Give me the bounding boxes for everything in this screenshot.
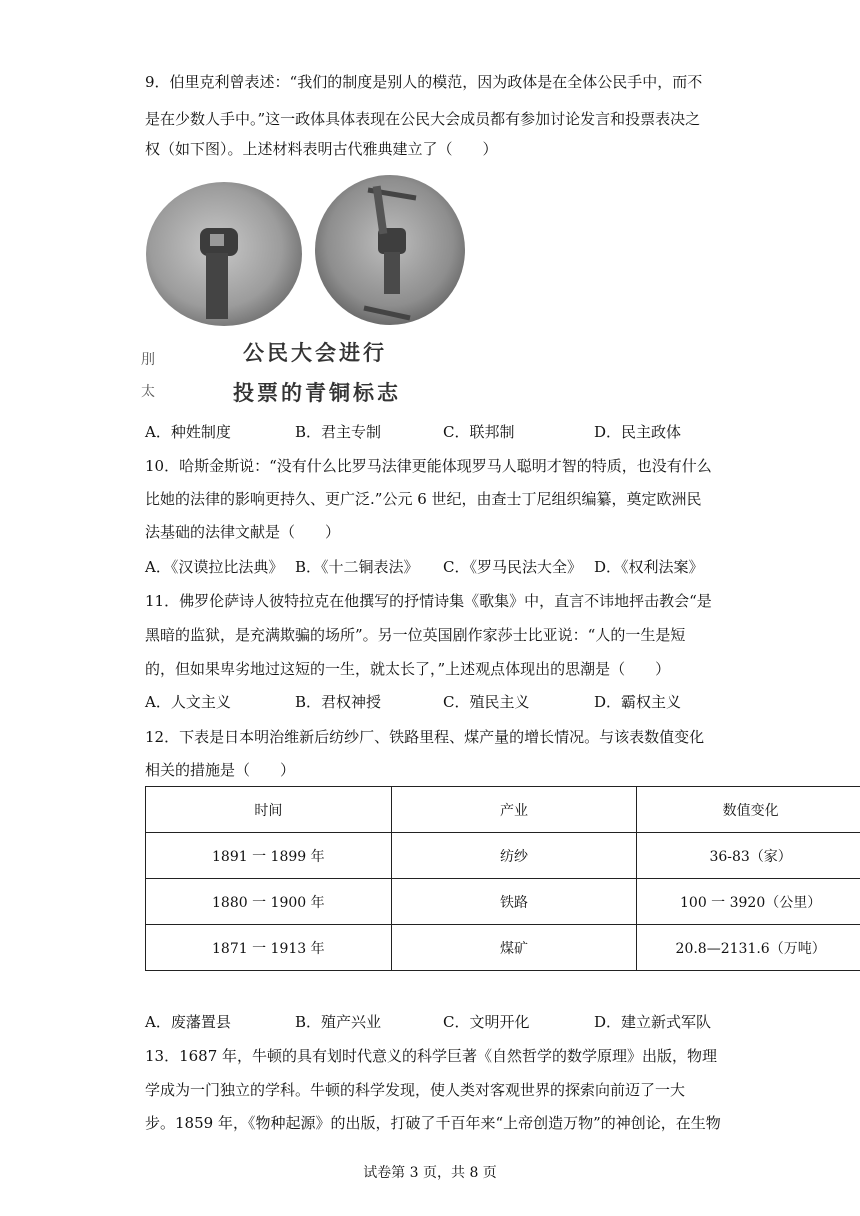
q10-option-b[interactable]: B．《十二铜表法》 — [295, 558, 419, 576]
table-cell: 100 一 3920（公里） — [637, 879, 860, 925]
meiji-growth-table — [145, 786, 860, 971]
table-header-value-change: 数值变化 — [637, 787, 860, 833]
q11-option-d[interactable]: D．霸权主义 — [594, 693, 682, 711]
q9-option-c[interactable]: C．联邦制 — [443, 423, 515, 441]
q11-line-2: 黑暗的监狱，是充满欺骗的场所”。另一位英国剧作家莎士比亚说：“人的一生是短 — [145, 626, 686, 644]
q12-option-a[interactable]: A．废藩置县 — [145, 1013, 231, 1031]
q9-option-a[interactable]: A．种姓制度 — [145, 423, 231, 441]
table-cell: 纺纱 — [391, 833, 637, 879]
table-cell: 1891 一 1899 年 — [146, 833, 392, 879]
q13-line-2: 学成为一门独立的学科。牛顿的科学发现，使人类对客观世界的探索向前迈了一大 — [145, 1081, 686, 1099]
figure-caption-line-1: 公民大会进行 — [243, 340, 387, 365]
q11-option-c[interactable]: C．殖民主义 — [443, 693, 530, 711]
table-cell: 煤矿 — [391, 925, 637, 971]
table-cell: 36-83（家） — [637, 833, 860, 879]
table-header-row — [146, 787, 860, 833]
table-cell: 1880 一 1900 年 — [146, 879, 392, 925]
figure-caption-line-2: 投票的青铜标志 — [233, 380, 401, 405]
figure-side-mark-2: 太 — [141, 384, 155, 400]
q11-line-3: 的，但如果卑劣地过这短的一生，就太长了，”上述观点体现出的思潮是（ ） — [145, 660, 671, 678]
page-footer: 试卷第 3 页，共 8 页 — [363, 1165, 497, 1181]
q10-line-2: 比她的法律的影响更持久、更广泛.”公元 6 世纪，由查士丁尼组织编纂，奠定欧洲民 — [145, 490, 702, 508]
q9-line-3: 权（如下图）。上述材料表明古代雅典建立了（ ） — [145, 140, 498, 158]
table-row — [146, 879, 860, 925]
q12-line-2: 相关的措施是（ ） — [145, 761, 296, 779]
q12-line-1: 12．下表是日本明治维新后纺纱厂、铁路里程、煤产量的增长情况。与该表数值变化 — [145, 728, 705, 746]
table-cell: 20.8—2131.6（万吨） — [637, 925, 860, 971]
bronze-tokens-illustration — [140, 168, 470, 413]
q10-line-3: 法基础的法律文献是（ ） — [145, 523, 341, 541]
table-row — [146, 833, 860, 879]
q12-option-c[interactable]: C．文明开化 — [443, 1013, 530, 1031]
q9-line-2: 是在少数人手中。”这一政体具体表现在公民大会成员都有参加讨论发言和投票表决之 — [145, 110, 701, 128]
table-row — [146, 925, 860, 971]
bronze-voting-token-figure — [140, 168, 470, 413]
q13-line-3: 步。1859 年，《物种起源》的出版，打破了千百年来“上帝创造万物”的神创论，在生物 — [145, 1114, 721, 1132]
q10-option-c[interactable]: C．《罗马民法大全》 — [443, 558, 582, 576]
q12-option-b[interactable]: B．殖产兴业 — [295, 1013, 382, 1031]
q9-option-b[interactable]: B．君主专制 — [295, 423, 382, 441]
q11-option-b[interactable]: B．君权神授 — [295, 693, 382, 711]
q9-line-1: 9．伯里克利曾表述：“我们的制度是别人的模范，因为政体是在全体公民手中，而不 — [145, 73, 703, 91]
figure-side-mark-1: 刖 — [141, 352, 155, 368]
q11-option-a[interactable]: A．人文主义 — [145, 693, 231, 711]
table-cell: 1871 一 1913 年 — [146, 925, 392, 971]
table-header-industry: 产业 — [391, 787, 637, 833]
q10-option-d[interactable]: D．《权利法案》 — [594, 558, 704, 576]
q9-option-d[interactable]: D．民主政体 — [594, 423, 682, 441]
table-cell: 铁路 — [391, 879, 637, 925]
q10-option-a[interactable]: A．《汉谟拉比法典》 — [145, 558, 284, 576]
q11-line-1: 11．佛罗伦萨诗人彼特拉克在他撰写的抒情诗集《歌集》中，直言不讳地抨击教会“是 — [145, 592, 712, 610]
q10-line-1: 10．哈斯金斯说：“没有什么比罗马法律更能体现罗马人聪明才智的特质，也没有什么 — [145, 457, 712, 475]
q12-option-d[interactable]: D．建立新式军队 — [594, 1013, 712, 1031]
q13-line-1: 13．1687 年，牛顿的具有划时代意义的科学巨著《自然哲学的数学原理》出版，物理 — [145, 1047, 718, 1065]
table-header-time: 时间 — [146, 787, 392, 833]
